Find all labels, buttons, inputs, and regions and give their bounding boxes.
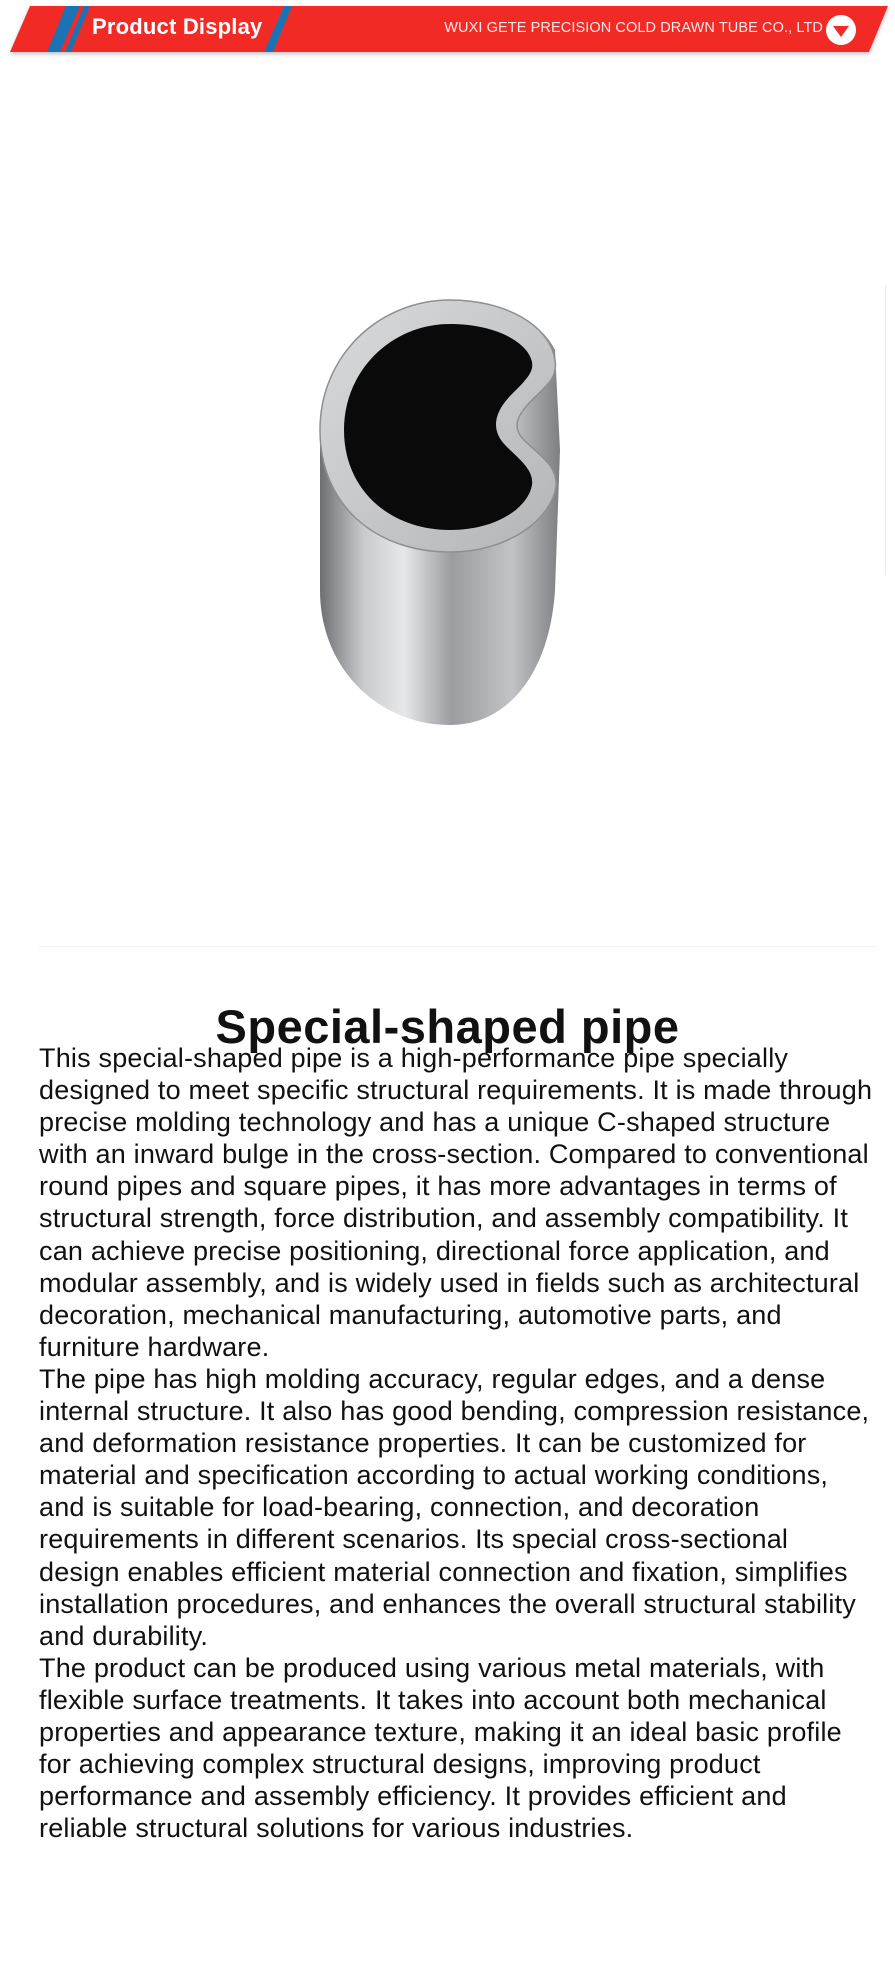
description-paragraph: The pipe has high molding accuracy, regular edges, and a dense internal structure. It also has good bending, compression resistance, and deformation resistance properties. It can be customized for material and specification according to actual working conditions, and is suitable for load-bearing, connection, and decoration requirements in different scenarios. Its special cross-sectional design enables efficient material connection and fixation, simplifies installation procedures, and enhances the overall structural stability and durability. <box>39 1363 870 1651</box>
product-image <box>300 290 600 730</box>
divider-line <box>38 946 878 947</box>
section-header-banner <box>0 0 895 60</box>
description-paragraph: The product can be produced using various metal materials, with flexible surface treatments. It takes into account both mechanical properties and appearance texture, making it an ideal basic profile for achieving complex structural designs, improving product performance and assembly efficiency. It provides efficient and reliable structural solutions for various industries. <box>39 1652 842 1844</box>
company-name: WUXI GETE PRECISION COLD DRAWN TUBE CO., LTD <box>444 20 823 36</box>
divider-line <box>885 285 886 575</box>
expand-toggle-button[interactable] <box>826 15 856 45</box>
chevron-down-icon <box>826 15 856 45</box>
description-paragraph: This special-shaped pipe is a high-performance pipe specially designed to meet specific structural requirements. It is made through precise molding technology and has a unique C-shaped structure with an inward bulge in the cross-section. Compared to conventional round pipes and square pipes, it has more advantages in terms of structural strength, force distribution, and assembly compatibility. It can achieve precise positioning, directional force application, and modular assembly, and is widely used in fields such as architectural decoration, mechanical manufacturing, automotive parts, and furniture hardware. <box>39 1043 873 1362</box>
product-description <box>39 1042 874 1844</box>
section-title: Product Display <box>92 14 263 39</box>
product-title: Special-shaped pipe <box>215 1000 680 1054</box>
